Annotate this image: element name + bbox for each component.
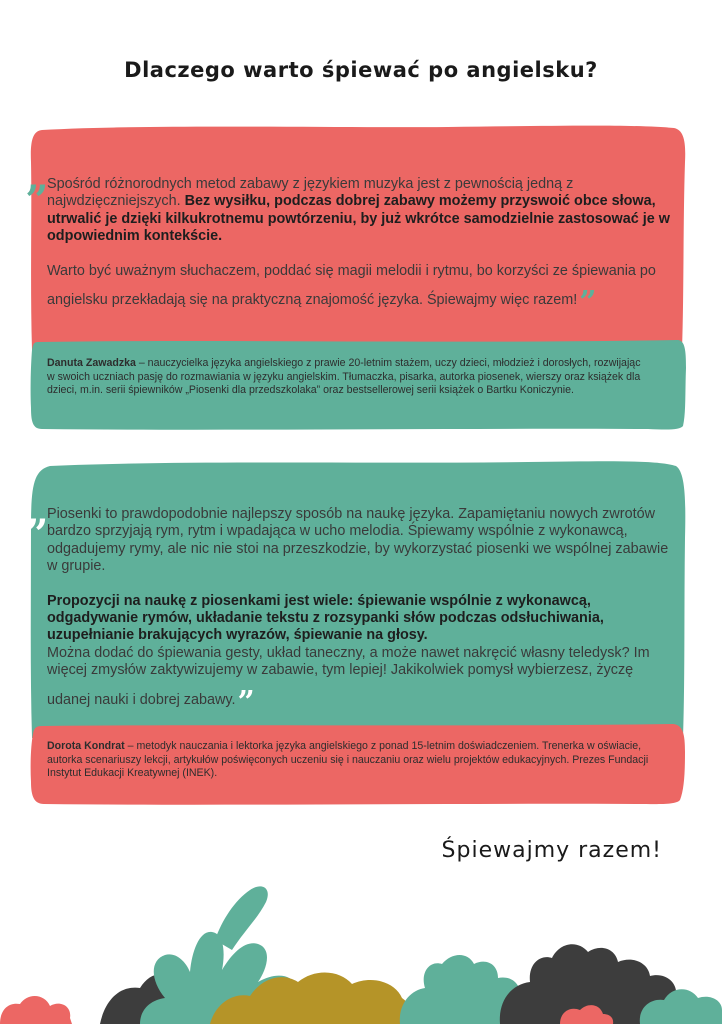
decorative-splash-shapes bbox=[0, 860, 722, 1024]
bio-1-name: Danuta Zawadzka bbox=[47, 357, 136, 369]
quote-1-text bbox=[47, 176, 672, 321]
quote-2-text bbox=[47, 506, 672, 720]
bio-1-text: – nauczycielka języka angielskiego z prawie 20-letnim stażem, uczy dzieci, młodzież i dorosłych, rozwijając w swoich uczniach pasję do rozmawiania w języku angielskim. Tłumaczka, pisarka, autorka piosenek, wierszy oraz książek dla dzieci, m.in. serii śpiewników „Piosenki dla przedszkolaka” oraz bestsellerowej serii książek o Bartku Koniczynie. bbox=[47, 357, 641, 397]
teal-splash-arm bbox=[215, 886, 268, 950]
page-title: Dlaczego warto śpiewać po angielsku? bbox=[124, 58, 598, 82]
quote-1-paragraph-1: Spośród różnorodnych metod zabawy z językiem muzyka jest z pewnością jedną z najwdzięczniejszych. bbox=[47, 176, 574, 210]
bio-2 bbox=[47, 740, 667, 781]
bio-2-text: – metodyk nauczania i lektorka języka angielskiego z ponad 15-letnim doświadczeniem. Trenerka w oświacie, autorka scenariuszy lekcji, artykułów poświęconych uczeniu się i nauczaniu oraz wielu projektów edukacyjnych. Prezes Fundacji Instytut Edukacji Kreatywnej (INEK). bbox=[47, 740, 649, 780]
bio-1 bbox=[47, 357, 647, 398]
quote-2-paragraph-2-bold: Propozycji na naukę z piosenkami jest wiele: śpiewanie wspólnie z wykonawcą, odgadywanie rymów, układanie tekstu z rozsypanki słów podczas odsłuchiwania, uzupełnianie brakujących wyrazów, śpiewanie na głosy. bbox=[47, 592, 604, 644]
quote-1-paragraph-2: Warto być uważnym słuchaczem, poddać się magii melodii i rytmu, bo korzyści ze śpiewania po angielsku przekładają się na praktyczną znajomość języka. Śpiewajmy więc razem! bbox=[47, 262, 656, 309]
closing-slogan: Śpiewajmy razem! bbox=[441, 838, 662, 863]
bio-2-name: Dorota Kondrat bbox=[47, 740, 125, 752]
quote-2-close-mark: ” bbox=[237, 684, 255, 720]
quote-2-open-mark: „ bbox=[26, 488, 50, 535]
quote-1-close-mark: ” bbox=[579, 285, 597, 321]
coral-splash-left bbox=[0, 996, 72, 1024]
quote-2-paragraph-2: Można dodać do śpiewania gesty, układ taneczny, a może nawet nakręcić własny teledysk? Im więcej zmysłów zaktywizujemy w zabawie, tym lepiej! Jakikolwiek pomysł wybierzesz, życzę udanej nauki i dobrej zabawy. bbox=[47, 644, 650, 708]
quote-1-open-mark: „ bbox=[26, 154, 50, 201]
quote-2-paragraph-1: Piosenki to prawdopodobnie najlepszy sposób na naukę języka. Zapamiętaniu nowych zwrotów bardzo sprzyjają rym, rytm i wpadająca w ucho melodia. Śpiewamy wspólnie z wykonawcą, odgadujemy rymy, ale nic nie stoi na przeszkodzie, by wykorzystać piosenki we wspólnej zabawie w grupie. bbox=[47, 506, 669, 575]
quote-1-paragraph-1-bold: Bez wysiłku, podczas dobrej zabawy możemy przyswoić obce słowa, utrwalić je dzięki kilkukrotnemu powtórzeniu, by już wkrótce samodzielnie zastosować je w odpowiednim kontekście. bbox=[47, 193, 670, 245]
